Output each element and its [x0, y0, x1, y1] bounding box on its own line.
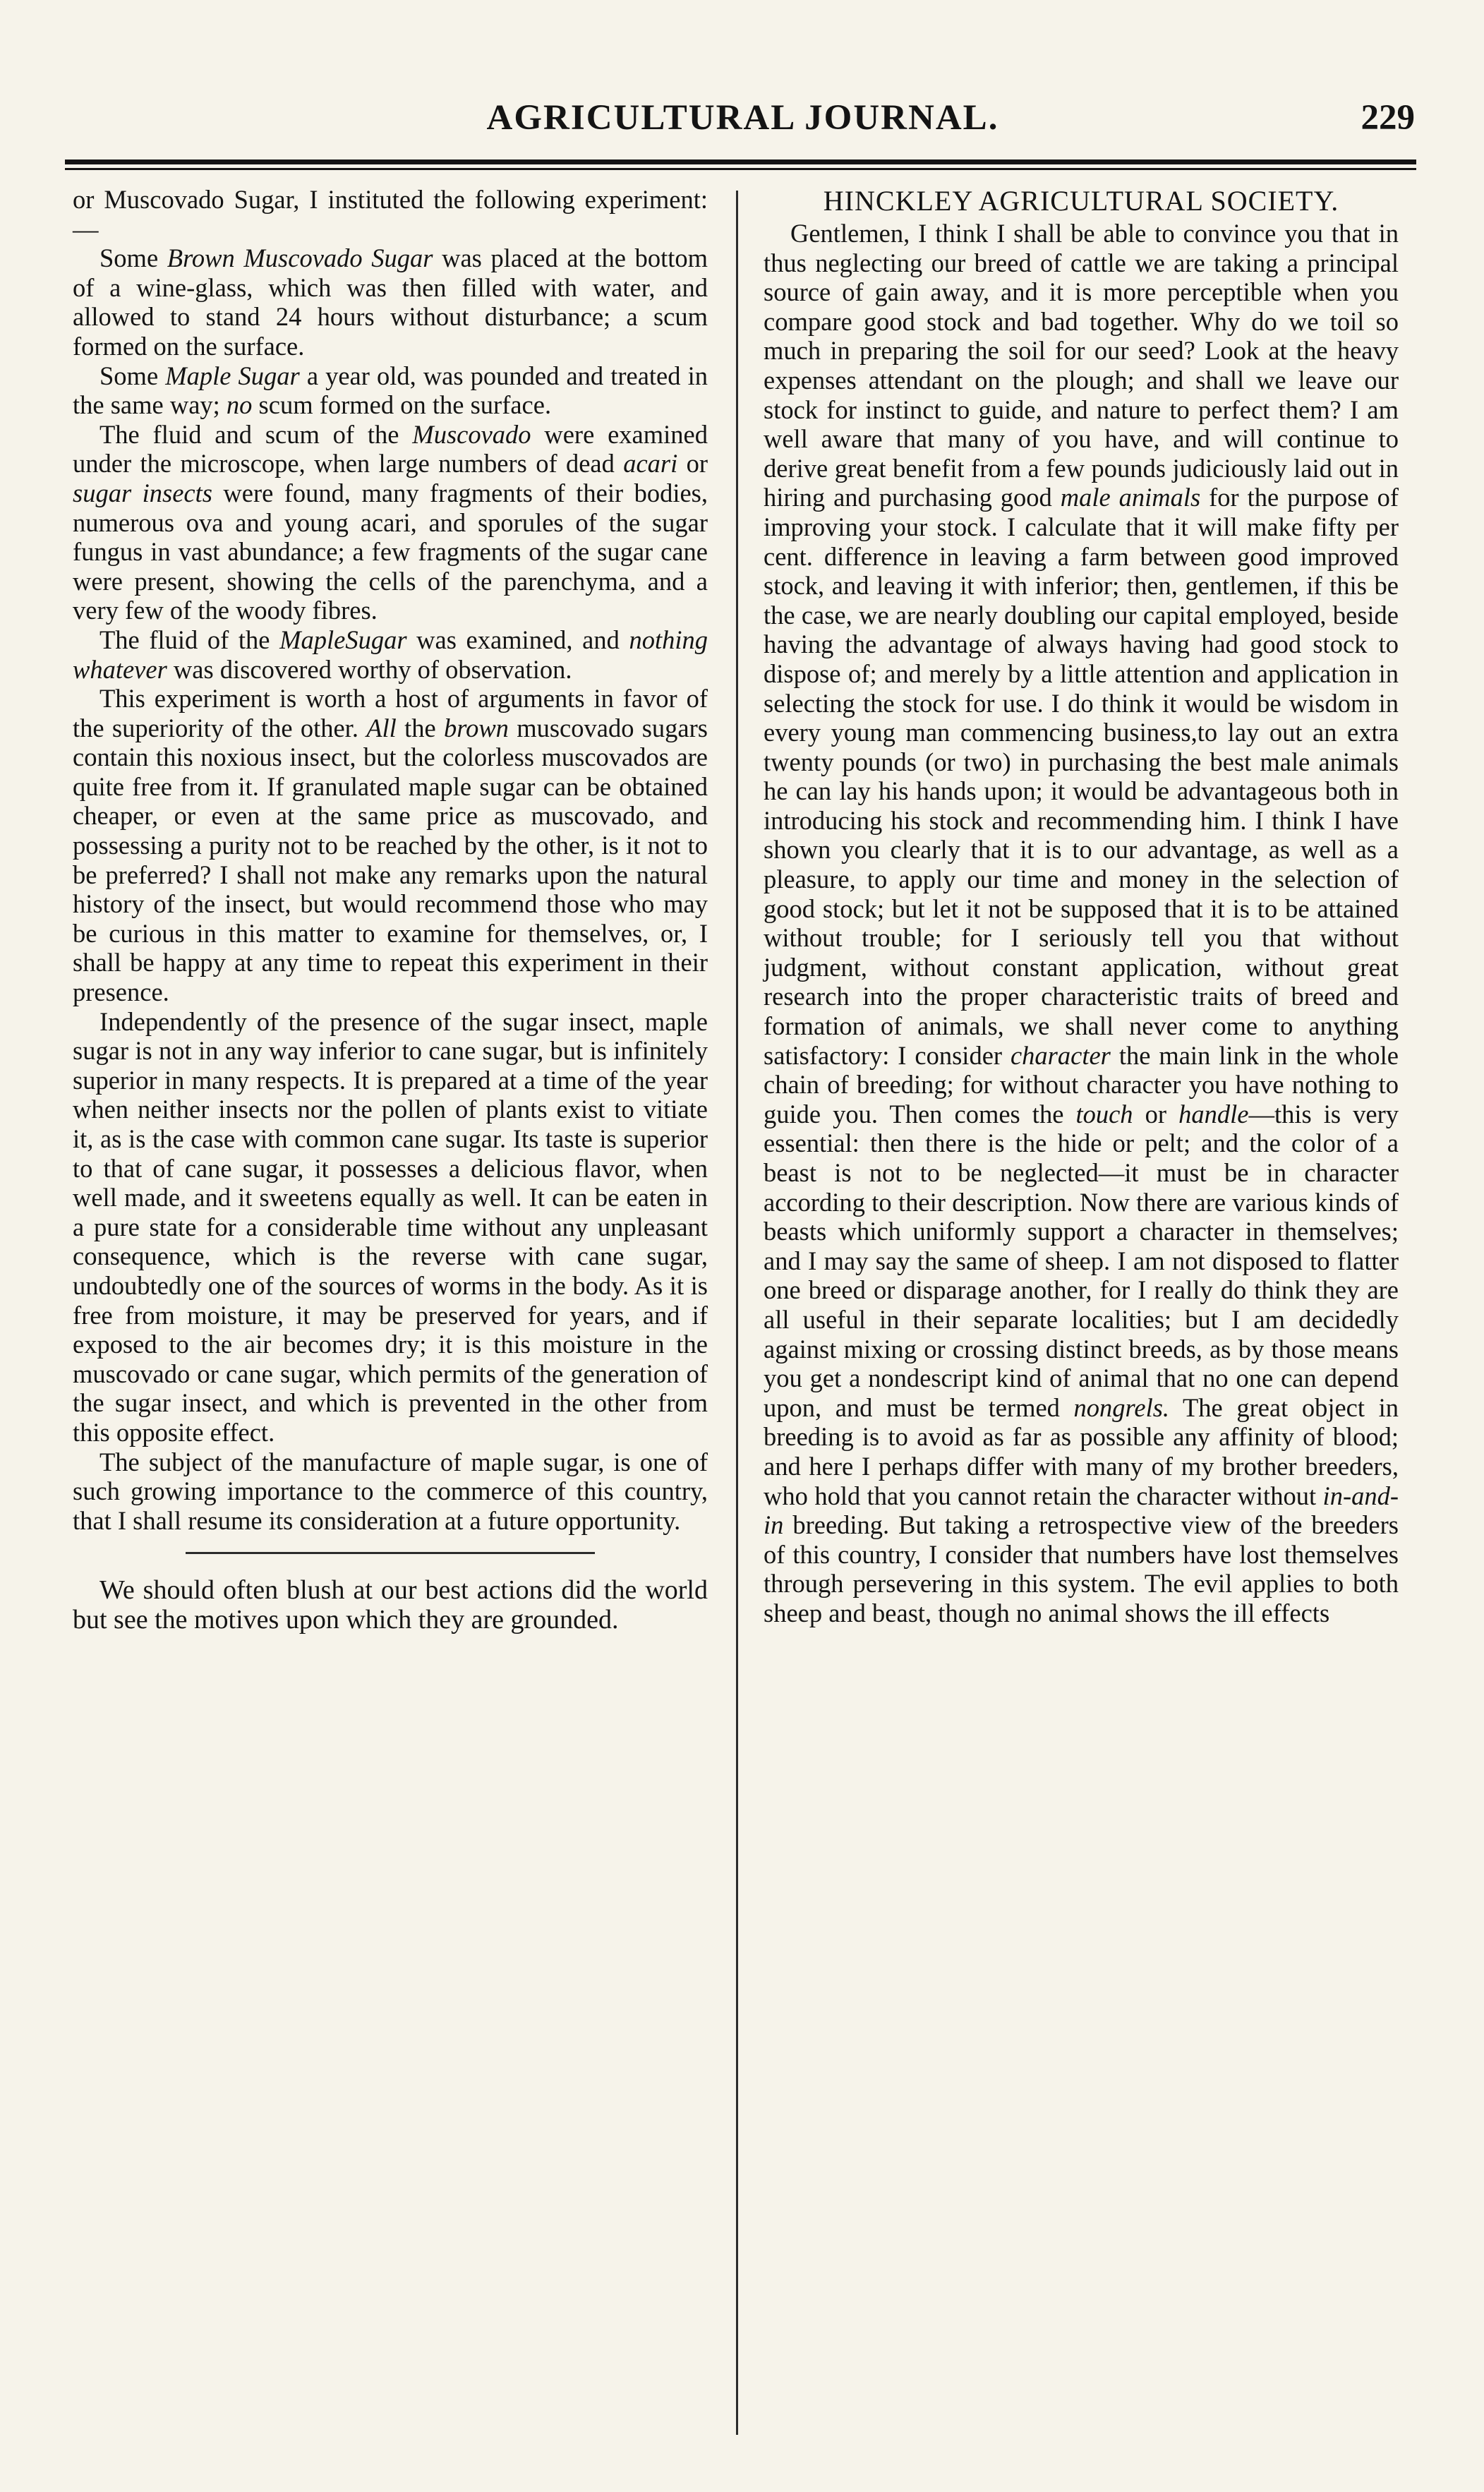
paragraph: Gentlemen, I think I shall be able to convince you that in thus neglecting our breed of cattle we are taking a principal source of gain away, and it is more perceptible when you compare good stock and bad together. Why do we toil so much in preparing the soil for our seed? Look at the heavy expenses attendant on the plough; and shall we leave our stock for instinct to guide, and nature to perfect them? I am well aware that many of you have, and will continue to derive great benefit from a few pounds judiciously laid out in hiring and purchasing good male animals for the purpose of improving your stock. I calculate that it will make fifty per cent. difference in leaving a farm between good improved stock, and leaving it with inferior; then, gentlemen, if this be the case, we are nearly doubling our capital employed, beside having the advantage of always having had good stock to dispose of; and merely by a little attention and application in selecting the stock for use. I do think it would be wisdom in every young man commencing business,to lay out an extra twenty pounds (or two) in purchasing the best male animals he can lay his hands upon; it would be advantageous both in introducing his stock and recommending him. I think I have shown you clearly that it is to our advantage, as well as a pleasure, to apply our time and money in the selection of good stock; but let it not be supposed that it is to be attained without trouble; for I seriously tell you that without judgment, without constant application, without great research into the proper characteristic traits of breed and formation of animals, we shall never come to anything satisfactory: I consider character the main link in the whole chain of breeding; for without character you have nothing to guide you. Then comes the touch or handle—this is very essential: then there is the hide or pelt; and the color of a beast is not to be neglected—it must be in character according to their description. Now there are various kinds of beasts which uniformly support a character in themselves; and I may say the same of sheep. I am not disposed to flatter one breed or disparage another, for I really do think they are all useful in their separate localities; but I am decidedly against mixing or crossing distinct breeds, as by those means you get a nondescript kind of animal that no one can depend upon, and must be termed nongrels. The great object in breeding is to avoid as far as possible any affinity of blood; and here I perhaps differ with many of my brother breeders, who hold that you cannot retain the character without in-and-in breeding. But taking a retrospective view of the breeders of this country, I consider that numbers have lost themselves through persevering in this system. The evil applies to both sheep and beast, though no animal shows the ill effects: [764, 219, 1399, 1627]
paragraph: This experiment is worth a host of arguments in favor of the superiority of the other. All the brown muscovado sugars contain this noxious insect, but the colorless muscovados are quite free from it. If granulated maple sugar can be obtained cheaper, or even at the same price as muscovado, and possessing a purity not to be reached by the other, is it not to be preferred? I shall not make any remarks upon the natural history of the insect, but would recommend those who may be curious in this matter to examine for themselves, or, I shall be happy at any time to repeat this experiment in their presence.: [73, 684, 708, 1007]
closing-note: We should often blush at our best actions did the world but see the motives upon which they are grounded.: [73, 1575, 708, 1635]
paragraph: or Muscovado Sugar, I instituted the following experiment:—: [73, 185, 708, 243]
running-head: [71, 97, 1415, 147]
section-heading: HINCKLEY AGRICULTURAL SOCIETY.: [823, 185, 1339, 217]
paragraph: The fluid of the MapleSugar was examined, and nothing whatever was discovered worthy of observation.: [73, 625, 708, 684]
paragraph: Independently of the presence of the sugar insect, maple sugar is not in any way inferior to cane sugar, but is infinitely superior in many respects. It is prepared at a time of the year when neither insects nor the pollen of plants exist to vitiate it, as is the case with common cane sugar. Its taste is superior to that of cane sugar, it possesses a delicious flavor, when well made, and it sweetens equally as well. It can be eaten in a pure state for a considerable time without any unpleasant consequence, which is the reverse with cane sugar, undoubtedly one of the sources of worms in the body. As it is free from moisture, it may be preserved for years, and if exposed to the air becomes dry; it is this moisture in the muscovado or cane sugar, which permits of the generation of the sugar insect, and which is prevented in the other from this opposite effect.: [73, 1006, 708, 1447]
journal-title: AGRICULTURAL JOURNAL.: [486, 98, 999, 138]
section-rule: [186, 1552, 595, 1554]
paragraph: The fluid and scum of the Muscovado were examined under the microscope, when large numbers of dead acari or sugar insects were found, many fragments of their bodies, numerous ova and young acari, and sporules of the sugar fungus in vast abundance; a few fragments of the sugar cane were present, showing the cells of the parenchyma, and a very few of the woody fibres.: [73, 419, 708, 625]
paragraph: The subject of the manufacture of maple sugar, is one of such growing importance to the commerce of this country, that I shall resume its consideration at a future opportunity.: [73, 1447, 708, 1535]
right-column: [764, 185, 1399, 1628]
column-divider: [736, 191, 738, 2435]
header-rule-thin: [65, 168, 1416, 170]
page-number: 229: [1361, 98, 1415, 138]
paragraph: Some Brown Muscovado Sugar was placed at the bottom of a wine-glass, which was then filled with water, and allowed to stand 24 hours without disturbance; a scum formed on the surface.: [73, 243, 708, 361]
header-rule-thick: [65, 159, 1416, 164]
left-column: [73, 185, 708, 1635]
paragraph: Some Maple Sugar a year old, was pounded and treated in the same way; no scum formed on the surface.: [73, 361, 708, 420]
